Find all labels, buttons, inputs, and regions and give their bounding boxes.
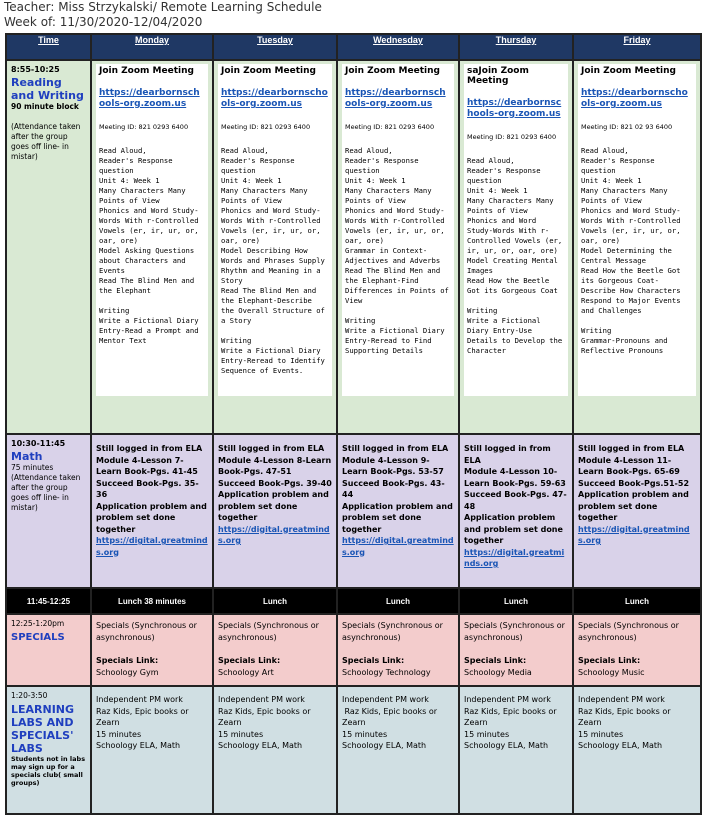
zoom-label: Join Zoom Meeting: [221, 66, 316, 76]
col-time: Time: [6, 34, 91, 60]
greatminds-link[interactable]: https://digital.greatminds.org: [218, 524, 330, 545]
math-lesson: Still logged in from ELA Module 4-Lesson 11-Learn Book-Pgs. 65-69 Succeed Book-Pgs.51-52 Application problem and problem set done together: [578, 444, 690, 522]
week-line: Week of: 11/30/2020-12/04/2020: [4, 15, 203, 29]
ela-cell: [213, 60, 337, 434]
labs-cell: [91, 686, 213, 814]
math-note: (Attendance taken after the group goes off line- in mistar): [11, 473, 81, 512]
zoom-link[interactable]: https://dearbornschools-org.zoom.us: [581, 88, 688, 109]
labs-note: Students not in labs may sign up for a specials club( small groups): [11, 755, 86, 787]
labs-text: Independent PM work Raz Kids, Epic books or Zearn 15 minutes Schoology ELA, Math: [96, 695, 189, 750]
ela-subject: Reading and Writing: [11, 76, 84, 102]
lunch-cell: Lunch: [573, 588, 701, 614]
math-row: [6, 434, 701, 588]
labs-cell: [459, 686, 573, 814]
specials-link-label: Specials Link:: [342, 656, 405, 665]
col-tuesday: Tuesday: [213, 34, 337, 60]
math-cell: [213, 434, 337, 588]
labs-time: 1:20-3:50: [11, 691, 48, 700]
schedule-table: [5, 33, 702, 815]
math-cell: [459, 434, 573, 588]
zoom-label: Join Zoom Meeting: [99, 66, 194, 76]
ela-note: (Attendance taken after the group goes off line- in mistar): [11, 122, 81, 161]
labs-cell: [337, 686, 459, 814]
ela-lesson: Read Aloud, Reader's Response question Unit 4: Week 1 Many Characters Many Points of View Phonics and Word Study-Words With r-Controlled Vowels (er, ir, ur, or, oar, ore) Grammar in Context-Adjectives and Adverbs Read The Blind Men and the Elephant-Find Differences in Points of View Writing Write a Fictional Diary Entry-Reread to Find Supporting Details: [345, 146, 449, 355]
lunch-cell: Lunch: [459, 588, 573, 614]
math-subject: Math: [11, 450, 43, 463]
specials-link[interactable]: Schoology Gym: [96, 667, 159, 677]
specials-link-label: Specials Link:: [464, 656, 527, 665]
zoom-link[interactable]: https://dearbornschools-org.zoom.us: [221, 88, 328, 109]
labs-cell: [573, 686, 701, 814]
math-lesson: Still logged in from ELA Module 4-Lesson 8-Learn Book-Pgs. 47-51 Succeed Book-Pgs. 39-40 Application problem and problem set done together: [218, 444, 332, 522]
ela-time: 8:55-10:25: [11, 65, 60, 74]
specials-text: Specials (Synchronous or asynchronous): [342, 621, 443, 642]
meeting-id: Meeting ID: 821 0293 6400: [221, 123, 311, 131]
zoom-label: saJoin Zoom Meeting: [467, 66, 529, 86]
zoom-label: Join Zoom Meeting: [345, 66, 440, 76]
labs-text: Independent PM work Raz Kids, Epic books or Zearn 15 minutes Schoology ELA, Math: [342, 695, 438, 750]
zoom-label: Join Zoom Meeting: [581, 66, 676, 76]
col-monday: Monday: [91, 34, 213, 60]
specials-link[interactable]: Schoology Media: [464, 667, 532, 677]
ela-row: [6, 60, 701, 434]
math-duration: 75 minutes: [11, 463, 54, 472]
labs-text: Independent PM work Raz Kids, Epic books or Zearn 15 minutes Schoology ELA, Math: [578, 695, 671, 750]
labs-subject: LEARNING LABS AND SPECIALS' LABS: [11, 703, 75, 755]
teacher-line: Teacher: Miss Strzykalski/ Remote Learning Schedule: [4, 0, 322, 14]
ela-lesson: Read Aloud, Reader's Response question Unit 4: Week 1 Many Characters Many Points of View Phonics and Word Study-Words With r-Controlled Vowels (er, ir, ur, or, oar, ore) Model Asking Questions about Characters and Events Read The Blind Men and the Elephant Writing Write a Fictional Diary Entry-Read a Prompt and Mentor Text: [99, 146, 199, 345]
math-time: 10:30-11:45: [11, 439, 66, 448]
labs-time-cell: [6, 686, 91, 814]
math-cell: [573, 434, 701, 588]
lunch-row: [6, 588, 701, 614]
math-lesson: Still logged in from ELA Module 4-Lesson 9-Learn Book-Pgs. 53-57 Succeed Book-Pgs. 43-44 Application problem and problem set done together: [342, 444, 453, 534]
lunch-time: 11:45-12:25: [6, 588, 91, 614]
ela-lesson: Read Aloud, Reader's Response question Unit 4: Week 1 Many Characters Many Points of View Phonics and Word Study-Words With r-Controlled Vowels (er, ir, ur, or, oar, ore) Model Creating Mental Images Read How the Beetle Got its Gorgeous Coat Writing Write a Fictional Diary Entry-Use Details to Develop the Character: [467, 156, 563, 355]
labs-cell: [213, 686, 337, 814]
specials-time: 12:25-1:20pm: [11, 619, 65, 628]
meeting-id: Meeting ID: 821 0293 6400: [345, 123, 435, 131]
specials-cell: [337, 614, 459, 686]
specials-cell: [91, 614, 213, 686]
lunch-cell: Lunch: [337, 588, 459, 614]
specials-link-label: Specials Link:: [578, 656, 641, 665]
meeting-id: Meeting ID: 821 02 93 6400: [581, 123, 673, 131]
lunch-cell: Lunch: [213, 588, 337, 614]
specials-cell: [459, 614, 573, 686]
math-lesson: Still logged in from ELA Module 4-Lesson 7-Learn Book-Pgs. 41-45 Succeed Book-Pgs. 35-36 Application problem and problem set done together: [96, 444, 207, 534]
math-time-cell: [6, 434, 91, 588]
col-thursday: Thursday: [459, 34, 573, 60]
ela-lesson: Read Aloud, Reader's Response question Unit 4: Week 1 Many Characters Many Points of View Phonics and Word Study-Words With r-Controlled Vowels (er, ir, ur, or, oar, ore) Model Describing How Words and Phrases Supply Rhythm and Meaning in a Story Read The Blind Men and the Elephant-Describe the Overall Structure of a Story Writing Write a Fictional Diary Entry-Reread to Identify Sequence of Events.: [221, 146, 325, 375]
col-wednesday: Wednesday: [337, 34, 459, 60]
header-row: [6, 34, 701, 60]
labs-text: Independent PM work Raz Kids, Epic books or Zearn 15 minutes Schoology ELA, Math: [218, 695, 311, 750]
zoom-link[interactable]: https://dearbornschools-org.zoom.us: [345, 88, 446, 109]
specials-link[interactable]: Schoology Music: [578, 667, 645, 677]
specials-subject: SPECIALS: [11, 632, 65, 643]
specials-cell: [213, 614, 337, 686]
labs-text: Independent PM work Raz Kids, Epic books or Zearn 15 minutes Schoology ELA, Math: [464, 695, 557, 750]
greatminds-link[interactable]: https://digital.greatminds.org: [342, 536, 454, 557]
specials-text: Specials (Synchronous or asynchronous): [96, 621, 197, 642]
greatminds-link[interactable]: https://digital.greatminds.org: [578, 524, 690, 545]
col-friday: Friday: [573, 34, 701, 60]
zoom-link[interactable]: https://dearbornschools-org.zoom.us: [99, 88, 200, 109]
math-cell: [91, 434, 213, 588]
zoom-link[interactable]: https://dearbornschools-org.zoom.us: [467, 98, 562, 119]
math-lesson: Still logged in from ELA Module 4-Lesson 10-Learn Book-Pgs. 59-63 Succeed Book-Pgs. 47-48 Application problem and problem set done together: [464, 444, 567, 545]
specials-time-cell: [6, 614, 91, 686]
specials-link[interactable]: Schoology Art: [218, 667, 274, 677]
specials-link-label: Specials Link:: [218, 656, 281, 665]
specials-text: Specials (Synchronous or asynchronous): [218, 621, 319, 642]
math-cell: [337, 434, 459, 588]
specials-text: Specials (Synchronous or asynchronous): [464, 621, 565, 642]
labs-row: [6, 686, 701, 814]
lunch-cell: Lunch 38 minutes: [91, 588, 213, 614]
meeting-id: Meeting ID: 821 0293 6400: [467, 133, 557, 141]
specials-row: [6, 614, 701, 686]
ela-cell: [91, 60, 213, 434]
ela-duration: 90 minute block: [11, 102, 79, 111]
specials-link-label: Specials Link:: [96, 656, 159, 665]
ela-lesson: Read Aloud, Reader's Response question Unit 4: Week 1 Many Characters Many Points of View Phonics and Word Study-Words With r-Controlled Vowels (er, ir, ur, or, oar, ore) Model Determining the Central Message Read How the Beetle Got its Gorgeous Coat-Describe How Characters Respond to Major Events and Challenges Writing Grammar-Pronouns and Reflective Pronouns: [581, 146, 681, 355]
ela-time-cell: [6, 60, 91, 434]
ela-cell: [573, 60, 701, 434]
meeting-id: Meeting ID: 821 0293 6400: [99, 123, 189, 131]
ela-cell: [459, 60, 573, 434]
ela-cell: [337, 60, 459, 434]
specials-cell: [573, 614, 701, 686]
specials-text: Specials (Synchronous or asynchronous): [578, 621, 679, 642]
greatminds-link[interactable]: https://digital.greatminds.org: [96, 536, 208, 557]
specials-link[interactable]: Schoology Technology: [342, 667, 431, 677]
greatminds-link[interactable]: https://digital.greatminds.org: [464, 547, 565, 568]
